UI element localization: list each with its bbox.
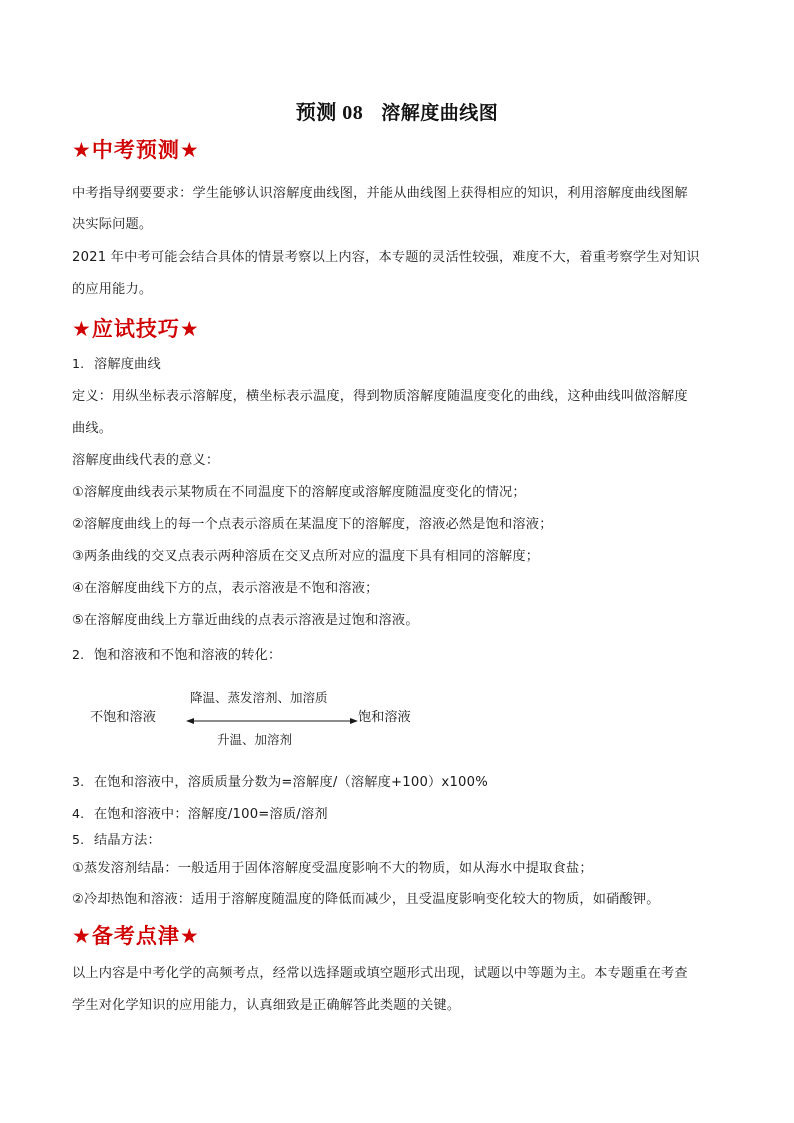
meaning-title: 溶解度曲线代表的意义： (72, 453, 220, 468)
diagram-bottom-label: 升温、加溶剂 (217, 732, 293, 747)
section-heading-forecast: ★中考预测★ (72, 138, 200, 162)
meaning-item-4: ④在溶解度曲线下方的点，表示溶液是不饱和溶液； (72, 581, 379, 596)
arrow-head-left (186, 718, 194, 724)
forecast-paragraph-1-line-1: 中考指导纲要要求：学生能够认识溶解度曲线图，并能从曲线图上获得相应的知识，利用溶解度曲线图解 (72, 186, 688, 201)
item-text: 在饱和溶液中，溶质质量分数为=溶解度/（溶解度+100）x100% (94, 775, 488, 790)
definition-line-2: 曲线。 (72, 421, 113, 436)
item-text: 结晶方法： (94, 833, 161, 848)
meaning-item-2: ②溶解度曲线上的每一个点表示溶质在某温度下的溶解度，溶液必然是饱和溶液； (72, 517, 553, 532)
notes-line-1: 以上内容是中考化学的高频考点，经常以选择题或填空题形式出现，试题以中等题为主。本专题重在考查 (72, 966, 688, 981)
arrow-head-right (350, 718, 358, 724)
diagram-top-label: 降温、蒸发溶剂、加溶质 (190, 690, 328, 705)
item-title: 饱和溶液和不饱和溶液的转化： (94, 648, 282, 663)
forecast-paragraph-2-line-2: 的应用能力。 (72, 282, 153, 297)
page-title (0, 96, 794, 125)
diagram-right-label: 饱和溶液 (358, 710, 411, 725)
forecast-paragraph-2-line-1: 2021 年中考可能会结合具体的情景考察以上内容，本专题的灵活性较强，难度不大，着重考察学生对知识 (72, 250, 700, 265)
item-text: 在饱和溶液中：溶解度/100=溶质/溶剂 (94, 807, 328, 822)
skills-item-5 (72, 829, 161, 848)
forecast-paragraph-1-line-2: 决实际问题。 (72, 217, 153, 232)
meaning-item-3: ③两条曲线的交叉点表示两种溶质在交叉点所对应的温度下具有相同的溶解度； (72, 549, 540, 564)
title-number: 预测 08 (295, 102, 364, 124)
item-title: 溶解度曲线 (94, 357, 161, 372)
item-number: 1. (72, 356, 85, 371)
item-number: 3. (72, 774, 85, 789)
meaning-item-1: ①溶解度曲线表示某物质在不同温度下的溶解度或溶解度随温度变化的情况； (72, 485, 526, 500)
item-number: 2. (72, 647, 85, 662)
skills-item-1 (72, 353, 161, 372)
conversion-arrow (186, 714, 360, 728)
item-number: 4. (72, 806, 85, 821)
meaning-item-5: ⑤在溶解度曲线上方靠近曲线的点表示溶液是过饱和溶液。 (72, 613, 419, 628)
section-heading-notes: ★备考点津★ (72, 924, 200, 948)
item-number: 5. (72, 832, 85, 847)
skills-item-3 (72, 771, 488, 790)
method-item-2: ②冷却热饱和溶液：适用于溶解度随温度的降低而减少，且受温度影响变化较大的物质，如硝酸钾。 (72, 892, 660, 907)
section-heading-skills: ★应试技巧★ (72, 317, 200, 341)
skills-item-2 (72, 644, 281, 663)
skills-item-4 (72, 803, 328, 822)
method-item-1: ①蒸发溶剂结晶：一般适用于固体溶解度受温度影响不大的物质，如从海水中提取食盐； (72, 861, 593, 876)
definition-line-1: 定义：用纵坐标表示溶解度，横坐标表示温度，得到物质溶解度随温度变化的曲线，这种曲线叫做溶解度 (72, 389, 688, 404)
title-text: 溶解度曲线图 (381, 102, 499, 124)
notes-line-2: 学生对化学知识的应用能力，认真细致是正确解答此类题的关键。 (72, 998, 461, 1013)
diagram-left-label: 不饱和溶液 (90, 710, 156, 725)
